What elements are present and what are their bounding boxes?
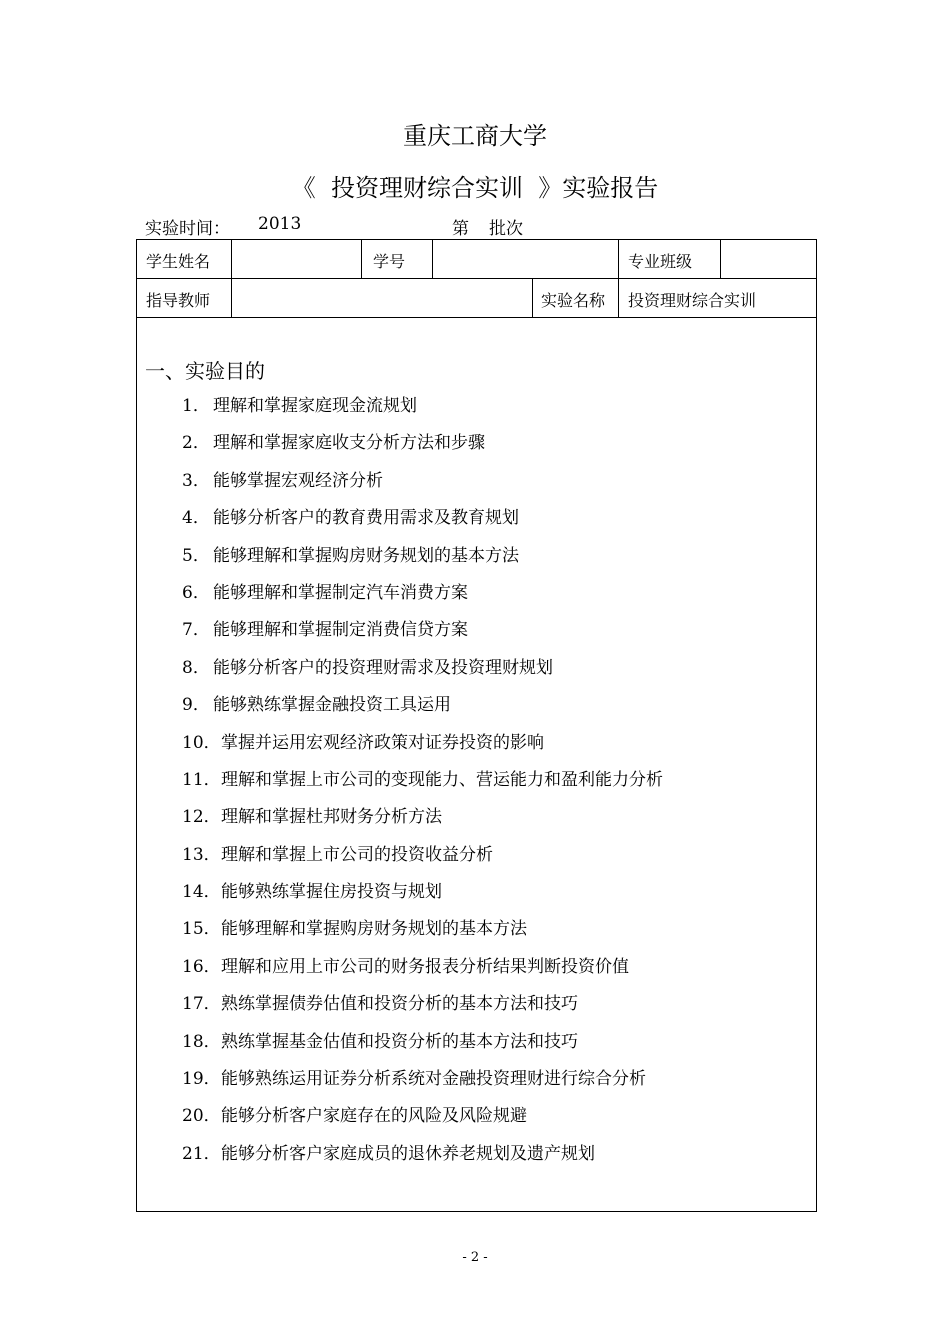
column-divider bbox=[532, 278, 533, 317]
item-text: 能够分析客户家庭成员的退休养老规划及遗产规划 bbox=[221, 1143, 595, 1164]
item-number: 15． bbox=[182, 919, 221, 940]
experiment-time-label: 实验时间： bbox=[145, 219, 230, 239]
student-id-label: 学号 bbox=[373, 252, 406, 271]
item-text: 能够理解和掌握购房财务规划的基本方法 bbox=[213, 545, 519, 566]
student-name-label: 学生姓名 bbox=[146, 252, 211, 271]
item-number: 21． bbox=[182, 1143, 221, 1164]
section-heading: 一、实验目的 bbox=[145, 359, 265, 383]
experiment-name-value: 投资理财综合实训 bbox=[628, 291, 757, 310]
item-text: 熟练掌握基金估值和投资分析的基本方法和技巧 bbox=[221, 1031, 578, 1052]
report-form bbox=[136, 239, 817, 1212]
item-number: 3． bbox=[182, 470, 210, 491]
item-number: 13． bbox=[182, 844, 221, 865]
item-text: 能够掌握宏观经济分析 bbox=[213, 470, 383, 491]
item-number: 5． bbox=[182, 545, 210, 566]
item-text: 理解和掌握家庭现金流规划 bbox=[213, 396, 417, 416]
item-text: 掌握并运用宏观经济政策对证券投资的影响 bbox=[221, 732, 544, 753]
item-number: 2． bbox=[182, 433, 210, 454]
report-title: 《 投资理财综合实训 》实验报告 bbox=[291, 174, 659, 202]
item-text: 能够分析客户的教育费用需求及教育规划 bbox=[213, 508, 519, 529]
item-number: 19． bbox=[182, 1069, 221, 1090]
row-divider bbox=[137, 317, 816, 318]
item-number: 20． bbox=[182, 1106, 221, 1127]
item-number: 9． bbox=[182, 695, 210, 716]
item-number: 1． bbox=[182, 396, 210, 416]
student-id-field[interactable] bbox=[433, 242, 618, 276]
item-text: 理解和掌握上市公司的变现能力、营运能力和盈利能力分析 bbox=[221, 769, 663, 790]
major-class-field[interactable] bbox=[721, 242, 816, 276]
item-text: 能够理解和掌握购房财务规划的基本方法 bbox=[221, 919, 527, 940]
item-number: 16． bbox=[182, 956, 221, 977]
major-class-label: 专业班级 bbox=[628, 252, 693, 271]
experiment-time-value: 2013 bbox=[258, 214, 302, 234]
item-number: 10． bbox=[182, 732, 221, 753]
item-number: 17． bbox=[182, 994, 221, 1015]
item-number: 8． bbox=[182, 657, 210, 678]
teacher-label: 指导教师 bbox=[146, 291, 211, 310]
column-divider bbox=[361, 240, 362, 278]
row-divider bbox=[137, 278, 816, 279]
column-divider bbox=[618, 240, 619, 317]
student-name-field[interactable] bbox=[231, 242, 361, 276]
experiment-name-label: 实验名称 bbox=[541, 291, 606, 310]
item-number: 7． bbox=[182, 620, 210, 641]
item-text: 能够理解和掌握制定消费信贷方案 bbox=[213, 620, 468, 641]
page-number: - 2 - bbox=[462, 1250, 488, 1265]
item-text: 能够熟练运用证券分析系统对金融投资理财进行综合分析 bbox=[221, 1069, 646, 1090]
item-text: 能够分析客户家庭存在的风险及风险规避 bbox=[221, 1106, 527, 1127]
item-text: 能够熟练掌握住房投资与规划 bbox=[221, 882, 442, 903]
item-text: 理解和掌握杜邦财务分析方法 bbox=[221, 807, 442, 828]
item-number: 18． bbox=[182, 1031, 221, 1052]
university-name: 重庆工商大学 bbox=[403, 122, 547, 150]
item-text: 能够熟练掌握金融投资工具运用 bbox=[213, 695, 451, 716]
item-text: 能够理解和掌握制定汽车消费方案 bbox=[213, 582, 468, 603]
item-number: 11． bbox=[182, 769, 221, 790]
batch-suffix: 批次 bbox=[489, 219, 523, 239]
item-number: 4． bbox=[182, 508, 210, 529]
item-text: 理解和掌握家庭收支分析方法和步骤 bbox=[213, 433, 485, 454]
teacher-field[interactable] bbox=[231, 280, 531, 315]
item-text: 能够分析客户的投资理财需求及投资理财规划 bbox=[213, 657, 553, 678]
batch-prefix: 第 bbox=[452, 219, 469, 239]
item-number: 12． bbox=[182, 807, 221, 828]
item-text: 理解和掌握上市公司的投资收益分析 bbox=[221, 844, 493, 865]
item-number: 14． bbox=[182, 882, 221, 903]
item-text: 理解和应用上市公司的财务报表分析结果判断投资价值 bbox=[221, 956, 629, 977]
item-text: 熟练掌握债券估值和投资分析的基本方法和技巧 bbox=[221, 994, 578, 1015]
item-number: 6． bbox=[182, 582, 210, 603]
